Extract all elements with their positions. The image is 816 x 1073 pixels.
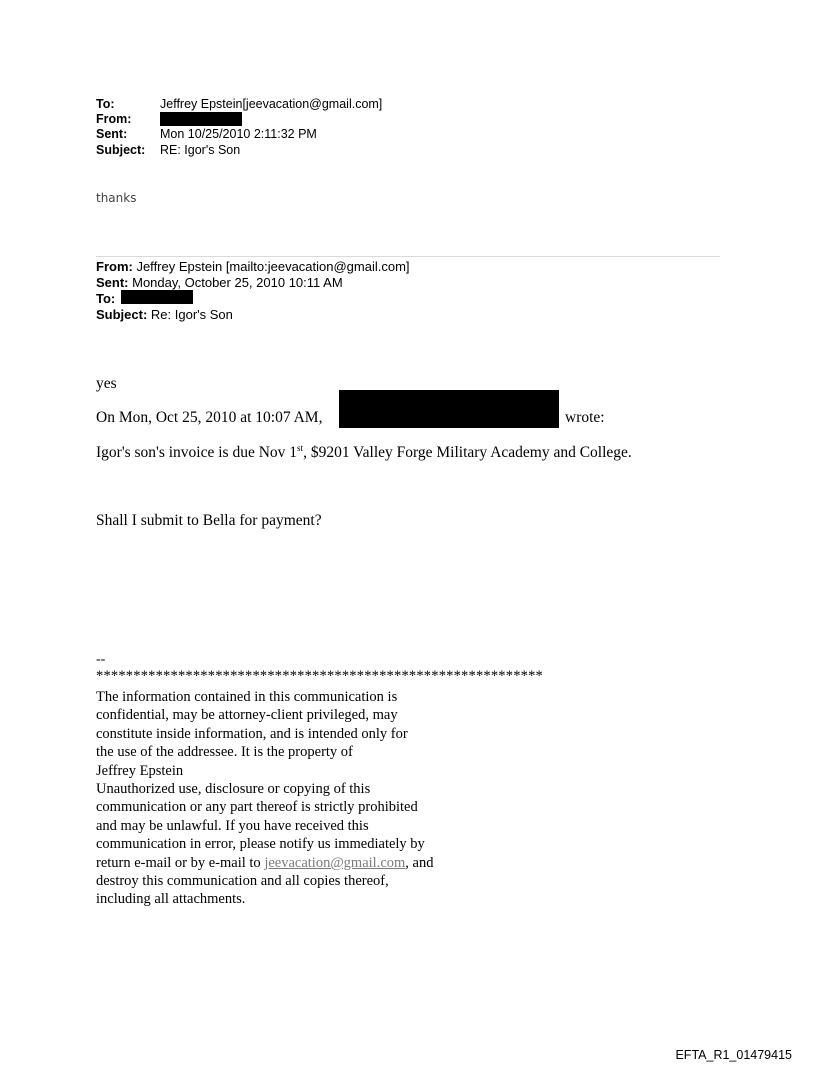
disclaimer-line: communication or any part thereof is strictly prohibited	[96, 799, 418, 816]
disclaimer-line: Unauthorized use, disclosure or copying of this	[96, 781, 371, 798]
sent-label: Sent:	[96, 127, 128, 141]
disclaimer-return-prefix: return e-mail or by e-mail to	[96, 854, 265, 871]
disclaimer-line: communication in error, please notify us immediately by	[96, 836, 425, 853]
disclaimer-line: destroy this communication and all copies thereof,	[96, 873, 389, 890]
disclaimer-line-email	[96, 854, 433, 872]
quoted-yes: yes	[96, 375, 117, 392]
disclaimer-line: constitute inside information, and is intended only for	[96, 725, 408, 742]
subject-value: RE: Igor's Son	[160, 143, 241, 157]
email-link[interactable]: jeevacation@gmail.com	[264, 854, 406, 871]
quoted-from-line	[96, 259, 410, 274]
quoted-subject-line	[96, 307, 233, 322]
quoted-sent-line	[96, 275, 343, 290]
disclaimer-return-suffix: , and	[405, 854, 434, 871]
redaction-from	[160, 112, 242, 126]
divider	[96, 256, 720, 257]
quoted-from-label: From:	[96, 259, 133, 274]
on-date-prefix: On Mon, Oct 25, 2010 at 10:07 AM,	[96, 409, 323, 426]
from-label: From:	[96, 112, 132, 126]
quoted-subject-label: Subject:	[96, 307, 148, 322]
quoted-subject-value: Re: Igor's Son	[147, 307, 233, 322]
reply-body: thanks	[96, 191, 137, 205]
quoted-to-line	[96, 291, 115, 306]
quoted-sent-label: Sent:	[96, 275, 129, 290]
to-value: Jeffrey Epstein[jeevacation@gmail.com]	[160, 97, 383, 111]
on-date-suffix: wrote:	[565, 409, 605, 426]
invoice-line	[96, 443, 632, 462]
subject-label: Subject:	[96, 143, 146, 157]
question-line: Shall I submit to Bella for payment?	[96, 512, 322, 529]
invoice-text-b: , $9201 Valley Forge Military Academy and College.	[303, 444, 632, 462]
disclaimer	[96, 688, 433, 909]
quoted-to-label: To:	[96, 291, 116, 306]
document-id: EFTA_R1_01479415	[675, 1048, 792, 1062]
disclaimer-line: and may be unlawful. If you have received this	[96, 817, 369, 834]
redaction-quoted-to	[121, 290, 193, 304]
signature-stars: ************************************************************	[96, 668, 543, 684]
to-label: To:	[96, 97, 115, 111]
disclaimer-line: confidential, may be attorney-client privileged, may	[96, 707, 398, 724]
disclaimer-line: including all attachments.	[96, 891, 246, 908]
invoice-sup: st	[297, 443, 304, 453]
disclaimer-line: Jeffrey Epstein	[96, 762, 184, 779]
sent-value: Mon 10/25/2010 2:11:32 PM	[160, 127, 317, 141]
invoice-text-a: Igor's son's invoice is due Nov 1	[96, 444, 298, 462]
disclaimer-line: The information contained in this communication is	[96, 689, 398, 705]
quoted-sent-value: Monday, October 25, 2010 10:11 AM	[128, 275, 343, 290]
signature-dashes: --	[96, 652, 106, 667]
redaction-sender	[339, 390, 559, 428]
disclaimer-line: the use of the addressee. It is the property of	[96, 744, 353, 761]
quoted-from-value: Jeffrey Epstein [mailto:jeevacation@gmail.com]	[132, 259, 410, 274]
